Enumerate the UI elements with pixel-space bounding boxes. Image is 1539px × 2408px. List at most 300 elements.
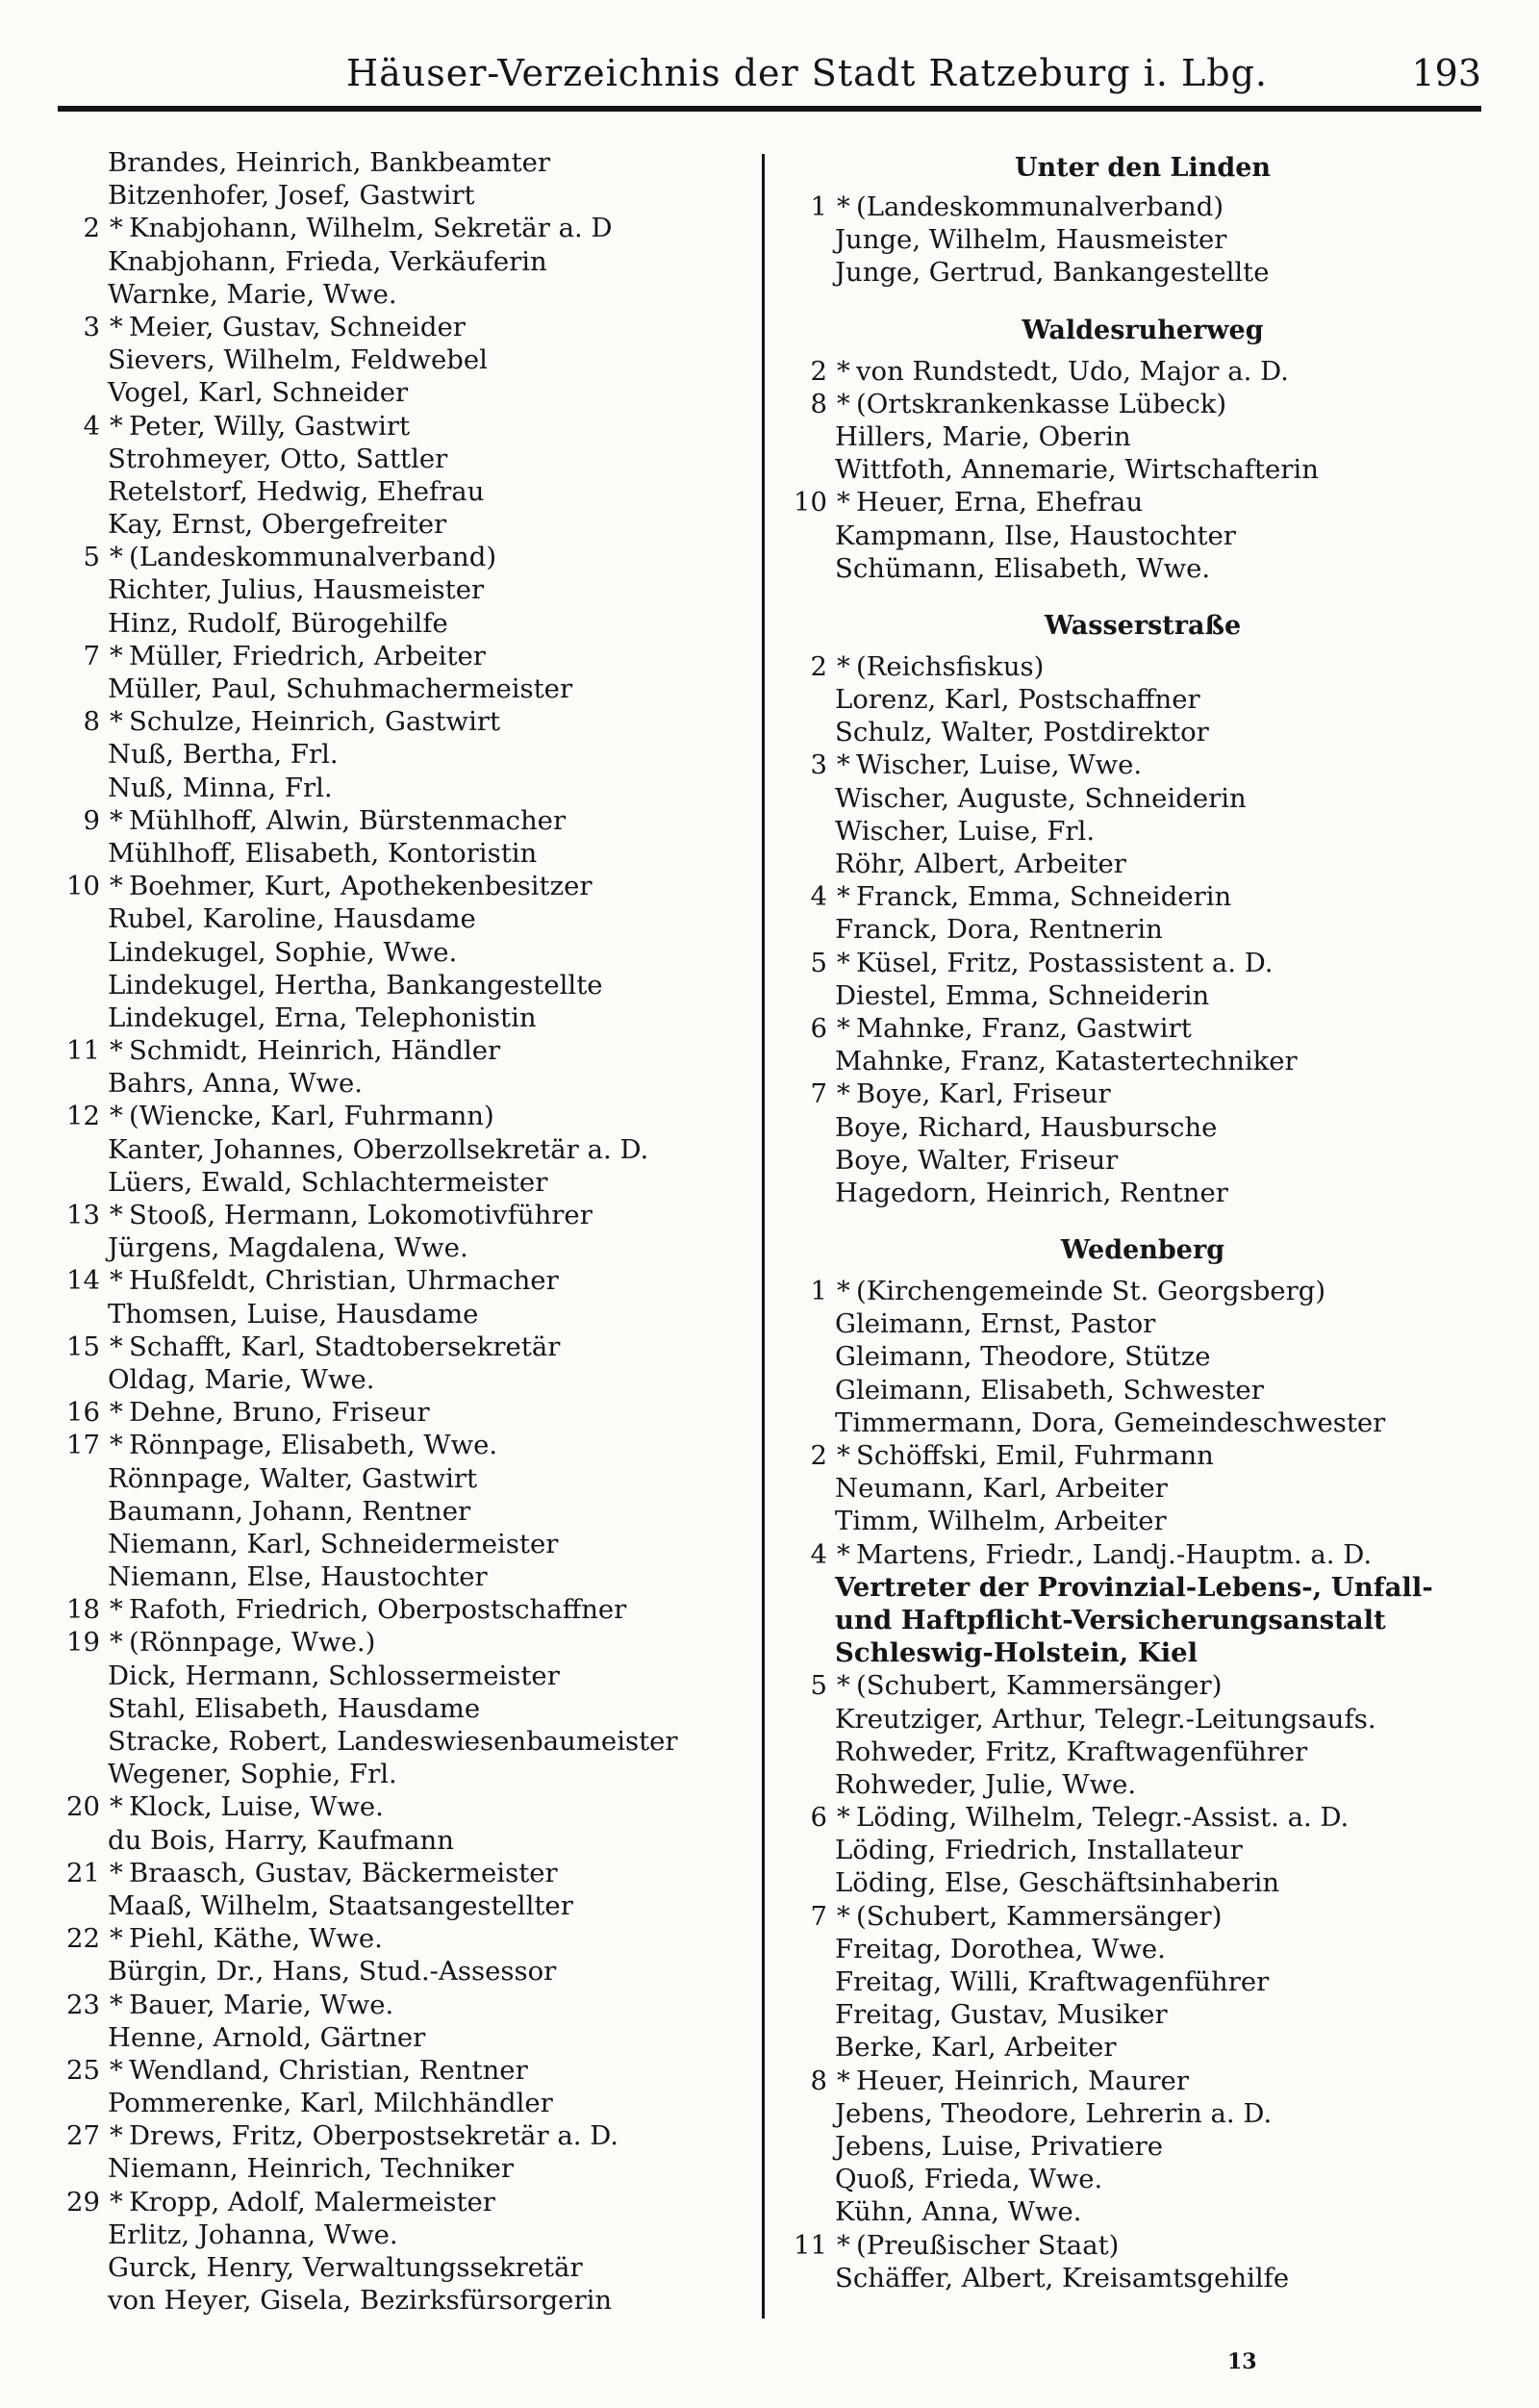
- directory-entry: [60, 837, 733, 870]
- directory-entry: [60, 443, 733, 475]
- header-rule: [58, 106, 1481, 112]
- directory-entry: [60, 146, 733, 179]
- directory-entry: [787, 1407, 1460, 1439]
- resident-text: Pommerenke, Karl, Milchhändler: [108, 2088, 553, 2119]
- directory-entry: [60, 738, 733, 771]
- resident-text: (Wiencke, Karl, Fuhrmann): [129, 1101, 494, 1132]
- owner-marker: *: [110, 804, 123, 836]
- resident-text: und Haftpflicht-Versicherungsanstalt: [835, 1604, 1386, 1635]
- resident-text: Gleimann, Ernst, Pastor: [835, 1308, 1156, 1340]
- resident-text: Oldag, Marie, Wwe.: [108, 1363, 375, 1395]
- directory-entry: [60, 1889, 733, 1922]
- directory-entry: [787, 848, 1460, 880]
- directory-entry: [60, 902, 733, 935]
- house-number: 3: [810, 749, 827, 781]
- owner-marker: *: [837, 487, 850, 519]
- resident-text: Mahnke, Franz, Gastwirt: [856, 1012, 1192, 1044]
- resident-text: Timmermann, Dora, Gemeindeschwester: [835, 1407, 1386, 1438]
- directory-entry: [787, 1768, 1460, 1801]
- resident-text: Löding, Else, Geschäftsinhaberin: [835, 1867, 1280, 1899]
- directory-entry: [60, 2186, 733, 2218]
- resident-text: Niemann, Karl, Schneidermeister: [108, 1528, 559, 1559]
- resident-text: Freitag, Willi, Kraftwagenführer: [835, 1966, 1270, 1997]
- resident-text: Lorenz, Karl, Postschaffner: [835, 684, 1200, 716]
- house-number: 6: [810, 1802, 827, 1834]
- directory-entry: [787, 355, 1460, 388]
- owner-marker: *: [110, 1594, 123, 1626]
- directory-entry: [60, 2087, 733, 2119]
- owner-marker: *: [110, 1397, 123, 1429]
- resident-text: Maaß, Wilhelm, Staatsangestellter: [108, 1889, 573, 1921]
- directory-entry: [787, 2065, 1460, 2097]
- owner-marker: *: [837, 1440, 850, 1471]
- house-number: 25: [66, 2054, 100, 2086]
- resident-text: Lindekugel, Erna, Telephonistin: [108, 1001, 537, 1033]
- directory-entry: [787, 552, 1460, 585]
- directory-entry: [60, 1264, 733, 1297]
- owner-marker: *: [110, 2186, 123, 2218]
- resident-text: Bürgin, Dr., Hans, Stud.-Assessor: [108, 1956, 557, 1988]
- resident-text: Quoß, Frieda, Wwe.: [835, 2164, 1103, 2195]
- resident-text: Gleimann, Theodore, Stütze: [835, 1341, 1211, 1373]
- resident-text: Jebens, Luise, Privatiere: [835, 2130, 1164, 2162]
- resident-text: Stracke, Robert, Landeswiesenbaumeister: [108, 1726, 678, 1757]
- directory-entry: [60, 1034, 733, 1067]
- directory-entry: [60, 1922, 733, 1955]
- resident-text: Bauer, Marie, Wwe.: [129, 1989, 394, 2020]
- resident-text: Schulz, Walter, Postdirektor: [835, 717, 1209, 748]
- house-number: 29: [66, 2186, 100, 2218]
- resident-text: Müller, Friedrich, Arbeiter: [129, 640, 486, 672]
- resident-text: Brandes, Heinrich, Bankbeamter: [108, 147, 551, 178]
- resident-text: (Schubert, Kammersänger): [856, 1670, 1223, 1702]
- resident-text: Schümann, Elisabeth, Wwe.: [835, 552, 1211, 584]
- owner-marker: *: [837, 1802, 850, 1834]
- directory-entry: [60, 1396, 733, 1429]
- house-number: 4: [810, 1538, 827, 1570]
- directory-entry: [787, 1703, 1460, 1736]
- directory-entry: [787, 1472, 1460, 1505]
- resident-text: Kanter, Johannes, Oberzollsekretär a. D.: [108, 1133, 649, 1165]
- resident-text: von Heyer, Gisela, Bezirksfürsorgerin: [108, 2285, 613, 2317]
- directory-entry: [60, 672, 733, 705]
- house-number: 13: [66, 1200, 100, 1230]
- directory-entry: [60, 1429, 733, 1461]
- resident-text: Peter, Willy, Gastwirt: [129, 410, 411, 442]
- owner-marker: *: [110, 1331, 123, 1362]
- directory-entry: [60, 1495, 733, 1528]
- directory-entry: [787, 486, 1460, 519]
- directory-entry: [60, 870, 733, 902]
- owner-marker: *: [110, 410, 123, 442]
- house-number: 5: [83, 542, 100, 573]
- resident-text: Boye, Karl, Friseur: [856, 1078, 1111, 1110]
- resident-text: Thomsen, Luise, Hausdame: [108, 1298, 479, 1330]
- directory-entry: [787, 716, 1460, 748]
- resident-text: Rohweder, Fritz, Kraftwagenführer: [835, 1736, 1308, 1767]
- directory-entry: [787, 1900, 1460, 1933]
- directory-entry: [787, 2195, 1460, 2228]
- directory-entry: [60, 1758, 733, 1790]
- directory-entry: [60, 1331, 733, 1363]
- resident-text: (Kirchengemeinde St. Georgsberg): [856, 1276, 1326, 1307]
- directory-entry: [787, 1374, 1460, 1407]
- directory-entry: [787, 1866, 1460, 1899]
- owner-marker: *: [837, 650, 850, 682]
- resident-text: Knabjohann, Wilhelm, Sekretär a. D: [129, 213, 613, 244]
- owner-marker: *: [837, 1012, 850, 1044]
- resident-text: Rönnpage, Walter, Gastwirt: [108, 1462, 478, 1494]
- resident-text: Erlitz, Johanna, Wwe.: [108, 2218, 398, 2250]
- directory-entry: [787, 2031, 1460, 2064]
- owner-marker: *: [837, 191, 850, 222]
- directory-entry: [787, 947, 1460, 979]
- directory-entry: [787, 782, 1460, 815]
- resident-text: Meier, Gustav, Schneider: [129, 311, 466, 342]
- directory-entry: [787, 1965, 1460, 1998]
- owner-marker: *: [837, 1670, 850, 1702]
- section-spacer: [787, 585, 1460, 602]
- resident-text: Schmidt, Heinrich, Händler: [129, 1035, 501, 1067]
- owner-marker: *: [837, 2065, 850, 2096]
- directory-entry: [787, 420, 1460, 453]
- directory-entry: [60, 410, 733, 443]
- directory-entry: [60, 1626, 733, 1659]
- resident-text: Strohmeyer, Otto, Sattler: [108, 443, 448, 474]
- directory-entry: [60, 376, 733, 409]
- house-number: 22: [66, 1923, 100, 1955]
- resident-text: Boye, Richard, Hausbursche: [835, 1111, 1218, 1143]
- directory-entry: [787, 650, 1460, 683]
- directory-entry: [787, 223, 1460, 256]
- resident-text: Löding, Wilhelm, Telegr.-Assist. a. D.: [856, 1802, 1350, 1834]
- house-number: 2: [83, 213, 100, 244]
- owner-marker: *: [110, 640, 123, 672]
- directory-entry: [60, 573, 733, 606]
- directory-entry: [787, 2229, 1460, 2262]
- resident-text: Bitzenhofer, Josef, Gastwirt: [108, 180, 475, 212]
- owner-marker: *: [837, 388, 850, 419]
- resident-text: Neumann, Karl, Arbeiter: [835, 1473, 1168, 1505]
- directory-entry: [787, 1636, 1460, 1669]
- house-number: 23: [66, 1989, 100, 2020]
- resident-text: Schäffer, Albert, Kreisamtsgehilfe: [835, 2262, 1290, 2294]
- house-number: 6: [810, 1012, 827, 1044]
- resident-text: Rubel, Karoline, Hausdame: [108, 903, 476, 935]
- directory-entry: [60, 212, 733, 244]
- owner-marker: *: [837, 1078, 850, 1110]
- owner-marker: *: [837, 749, 850, 781]
- directory-entry: [60, 1660, 733, 1692]
- resident-text: Mahnke, Franz, Katastertechniker: [835, 1046, 1298, 1077]
- directory-entry: [787, 748, 1460, 781]
- directory-entry: [60, 1199, 733, 1231]
- resident-text: Hußfeldt, Christian, Uhrmacher: [129, 1265, 559, 1297]
- directory-entry: [787, 1307, 1460, 1340]
- resident-text: Drews, Fritz, Oberpostsekretär a. D.: [129, 2120, 619, 2152]
- directory-entry: [60, 2021, 733, 2054]
- directory-entry: [787, 1571, 1460, 1604]
- resident-text: Timm, Wilhelm, Arbeiter: [835, 1506, 1167, 1537]
- house-number: 7: [810, 1078, 827, 1110]
- resident-text: Rönnpage, Elisabeth, Wwe.: [129, 1430, 498, 1461]
- house-number: 4: [810, 881, 827, 913]
- owner-marker: *: [110, 311, 123, 342]
- resident-text: von Rundstedt, Udo, Major a. D.: [856, 355, 1289, 387]
- directory-entry: [60, 1363, 733, 1396]
- house-number: 15: [66, 1331, 100, 1362]
- resident-text: Wittfoth, Annemarie, Wirtschafterin: [835, 454, 1319, 486]
- resident-text: Röhr, Albert, Arbeiter: [835, 849, 1126, 879]
- resident-text: Martens, Friedr., Landj.-Hauptm. a. D.: [856, 1538, 1373, 1570]
- street-heading: Waldesruherweg: [1022, 315, 1264, 345]
- resident-text: Stooß, Hermann, Lokomotivführer: [129, 1200, 593, 1230]
- owner-marker: *: [110, 1989, 123, 2020]
- resident-text: Sievers, Wilhelm, Feldwebel: [108, 344, 488, 376]
- resident-text: Junge, Gertrud, Bankangestellte: [835, 257, 1270, 289]
- resident-text: (Ortskrankenkasse Lübeck): [856, 388, 1227, 419]
- resident-text: Dick, Hermann, Schlossermeister: [108, 1660, 560, 1691]
- house-number: 2: [810, 1440, 827, 1471]
- resident-text: Franck, Dora, Rentnerin: [835, 914, 1163, 946]
- owner-marker: *: [110, 1430, 123, 1461]
- resident-text: Schleswig-Holstein, Kiel: [835, 1637, 1198, 1669]
- house-number: 8: [83, 706, 100, 738]
- directory-entry: [60, 179, 733, 212]
- resident-text: Löding, Friedrich, Installateur: [835, 1835, 1243, 1866]
- directory-entry: [787, 1012, 1460, 1045]
- house-number: 16: [66, 1397, 100, 1429]
- resident-text: Hillers, Marie, Oberin: [835, 420, 1131, 452]
- directory-entry: [787, 979, 1460, 1012]
- resident-text: Berke, Karl, Arbeiter: [835, 2032, 1117, 2064]
- resident-text: Lindekugel, Sophie, Wwe.: [108, 936, 458, 968]
- owner-marker: *: [110, 1627, 123, 1659]
- section-spacer: [787, 290, 1460, 307]
- directory-entry: [787, 2262, 1460, 2294]
- directory-entry: [60, 2251, 733, 2284]
- house-number: 8: [810, 388, 827, 419]
- directory-entry: [60, 607, 733, 640]
- directory-entry: [60, 1593, 733, 1626]
- house-number: 18: [66, 1594, 100, 1626]
- directory-entry: [60, 1100, 733, 1132]
- directory-entry: [787, 1077, 1460, 1110]
- resident-text: Kay, Ernst, Obergefreiter: [108, 509, 447, 541]
- directory-entry: [787, 913, 1460, 946]
- resident-text: Wischer, Luise, Wwe.: [856, 749, 1143, 781]
- owner-marker: *: [110, 1923, 123, 1955]
- directory-entry: [787, 1045, 1460, 1077]
- resident-text: Piehl, Käthe, Wwe.: [129, 1923, 383, 1955]
- directory-entry: [60, 1955, 733, 1988]
- resident-text: Müller, Paul, Schuhmachermeister: [108, 673, 573, 704]
- resident-text: Kreutziger, Arthur, Telegr.-Leitungsaufs.: [835, 1703, 1376, 1735]
- resident-text: Boehmer, Kurt, Apothekenbesitzer: [129, 871, 593, 902]
- resident-text: Knabjohann, Frieda, Verkäuferin: [108, 245, 547, 277]
- resident-text: Junge, Wilhelm, Hausmeister: [835, 224, 1227, 256]
- directory-entry: [60, 1231, 733, 1264]
- house-number: 8: [810, 2065, 827, 2096]
- directory-entry: [60, 1166, 733, 1199]
- house-number: 2: [810, 355, 827, 387]
- directory-entry: [787, 1834, 1460, 1866]
- directory-entry: [60, 1824, 733, 1857]
- house-number: 19: [66, 1627, 100, 1659]
- directory-entry: [787, 1505, 1460, 1537]
- directory-entry: [787, 190, 1460, 223]
- directory-entry: [60, 640, 733, 672]
- page-number: 193: [1411, 52, 1481, 94]
- owner-marker: *: [837, 881, 850, 913]
- directory-entry: [787, 2097, 1460, 2130]
- resident-text: Heuer, Erna, Ehefrau: [856, 487, 1144, 519]
- resident-text: Schafft, Karl, Stadtobersekretär: [129, 1331, 561, 1362]
- directory-entry: [60, 804, 733, 837]
- directory-entry: [60, 1790, 733, 1823]
- directory-entry: [787, 520, 1460, 552]
- resident-text: Hagedorn, Heinrich, Rentner: [835, 1177, 1228, 1208]
- house-number: 11: [794, 2229, 827, 2261]
- directory-entry: [787, 683, 1460, 716]
- resident-text: Schöffski, Emil, Fuhrmann: [856, 1440, 1214, 1471]
- house-number: 21: [66, 1857, 100, 1888]
- resident-text: Nuß, Bertha, Frl.: [108, 739, 339, 771]
- directory-entry: [60, 311, 733, 343]
- directory-entry: [787, 815, 1460, 848]
- directory-entry: [60, 772, 733, 804]
- resident-text: Retelstorf, Hedwig, Ehefrau: [108, 475, 485, 507]
- resident-text: (Rönnpage, Wwe.): [129, 1627, 376, 1659]
- resident-text: Heuer, Heinrich, Maurer: [856, 2065, 1189, 2096]
- street-heading: Wedenberg: [1060, 1235, 1225, 1266]
- house-number: 1: [810, 191, 827, 222]
- house-number: 5: [810, 947, 827, 978]
- directory-entry: [787, 1439, 1460, 1472]
- house-number: 5: [810, 1670, 827, 1702]
- directory-entry: [60, 1067, 733, 1100]
- resident-text: Niemann, Heinrich, Techniker: [108, 2153, 514, 2185]
- page-header: [58, 46, 1481, 104]
- resident-text: Freitag, Dorothea, Wwe.: [835, 1933, 1166, 1964]
- resident-text: Lindekugel, Hertha, Bankangestellte: [108, 969, 603, 1001]
- resident-text: Warnke, Marie, Wwe.: [108, 278, 397, 310]
- house-number: 14: [66, 1265, 100, 1297]
- house-number: 10: [66, 871, 100, 902]
- directory-entry: [787, 1538, 1460, 1571]
- house-number: 9: [83, 804, 100, 836]
- resident-text: Rohweder, Julie, Wwe.: [835, 1768, 1137, 1800]
- owner-marker: *: [110, 1035, 123, 1067]
- resident-text: Vogel, Karl, Schneider: [108, 377, 409, 409]
- directory-entry: [787, 1275, 1460, 1307]
- resident-text: Niemann, Else, Haustochter: [108, 1561, 488, 1593]
- house-number: 12: [66, 1101, 100, 1132]
- resident-text: Wischer, Auguste, Schneiderin: [835, 782, 1247, 814]
- directory-entry: [60, 1001, 733, 1034]
- resident-text: Rafoth, Friedrich, Oberpostschaffner: [129, 1594, 627, 1626]
- directory-entry: [60, 969, 733, 1001]
- directory-entry: [60, 1298, 733, 1331]
- directory-entry: [787, 1604, 1460, 1636]
- directory-entry: [787, 388, 1460, 420]
- owner-marker: *: [837, 947, 850, 978]
- directory-entry: [60, 2152, 733, 2185]
- owner-marker: *: [110, 1857, 123, 1888]
- directory-entry: [60, 2119, 733, 2152]
- directory-entry: [60, 475, 733, 508]
- resident-text: Hinz, Rudolf, Bürogehilfe: [108, 607, 448, 639]
- resident-text: Vertreter der Provinzial-Lebens-, Unfall-: [835, 1571, 1433, 1603]
- resident-text: Franck, Emma, Schneiderin: [856, 881, 1232, 913]
- directory-entry: [60, 2054, 733, 2087]
- directory-entry: [787, 1998, 1460, 2031]
- owner-marker: *: [837, 355, 850, 387]
- directory-entry: [60, 245, 733, 278]
- resident-text: (Landeskommunalverband): [856, 191, 1224, 222]
- resident-text: Freitag, Gustav, Musiker: [835, 1999, 1168, 2031]
- directory-entry: [60, 1989, 733, 2021]
- directory-entry: [787, 1933, 1460, 1965]
- directory-entry: [787, 1144, 1460, 1177]
- resident-text: Henne, Arnold, Gärtner: [108, 2021, 426, 2053]
- section-spacer: [787, 1209, 1460, 1227]
- directory-entry: [60, 2218, 733, 2251]
- owner-marker: *: [110, 1265, 123, 1297]
- owner-marker: *: [837, 1538, 850, 1570]
- directory-entry: [60, 1133, 733, 1166]
- directory-entry: [60, 541, 733, 573]
- resident-text: Kropp, Adolf, Malermeister: [129, 2186, 495, 2218]
- resident-text: Küsel, Fritz, Postassistent a. D.: [856, 947, 1274, 978]
- directory-entry: [787, 1736, 1460, 1768]
- street-heading: Wasserstraße: [1044, 610, 1242, 641]
- house-number: 10: [794, 487, 827, 519]
- directory-entry: [787, 453, 1460, 486]
- house-number: 1: [810, 1276, 827, 1307]
- directory-entry: [787, 880, 1460, 913]
- directory-entry: [60, 278, 733, 311]
- resident-text: Mühlhoff, Alwin, Bürstenmacher: [129, 804, 567, 836]
- printer-signature: 13: [1227, 2349, 1257, 2374]
- owner-marker: *: [837, 1900, 850, 1932]
- resident-text: Baumann, Johann, Rentner: [108, 1495, 471, 1527]
- directory-entry: [60, 1692, 733, 1725]
- resident-text: Gleimann, Elisabeth, Schwester: [835, 1374, 1264, 1406]
- house-number: 17: [66, 1430, 100, 1461]
- owner-marker: *: [110, 706, 123, 738]
- resident-text: Kühn, Anna, Wwe.: [835, 2196, 1082, 2228]
- directory-entry: [60, 1528, 733, 1560]
- resident-text: du Bois, Harry, Kaufmann: [108, 1824, 454, 1856]
- directory-entry: [60, 705, 733, 738]
- resident-text: Wendland, Christian, Rentner: [129, 2054, 528, 2086]
- directory-entry: [787, 2130, 1460, 2163]
- directory-entry: [60, 2284, 733, 2317]
- directory-entry: [60, 508, 733, 541]
- resident-text: Jebens, Theodore, Lehrerin a. D.: [835, 2097, 1273, 2129]
- house-number: 4: [83, 410, 100, 442]
- resident-text: Lüers, Ewald, Schlachtermeister: [108, 1166, 548, 1198]
- resident-text: Mühlhoff, Elisabeth, Kontoristin: [108, 837, 538, 869]
- house-number: 20: [66, 1791, 100, 1823]
- directory-entry: [787, 1801, 1460, 1834]
- directory-entry: [60, 1857, 733, 1889]
- house-number: 27: [66, 2120, 100, 2152]
- resident-text: Jürgens, Magdalena, Wwe.: [108, 1232, 468, 1264]
- directory-entry: [787, 1111, 1460, 1144]
- directory-entry: [787, 1177, 1460, 1209]
